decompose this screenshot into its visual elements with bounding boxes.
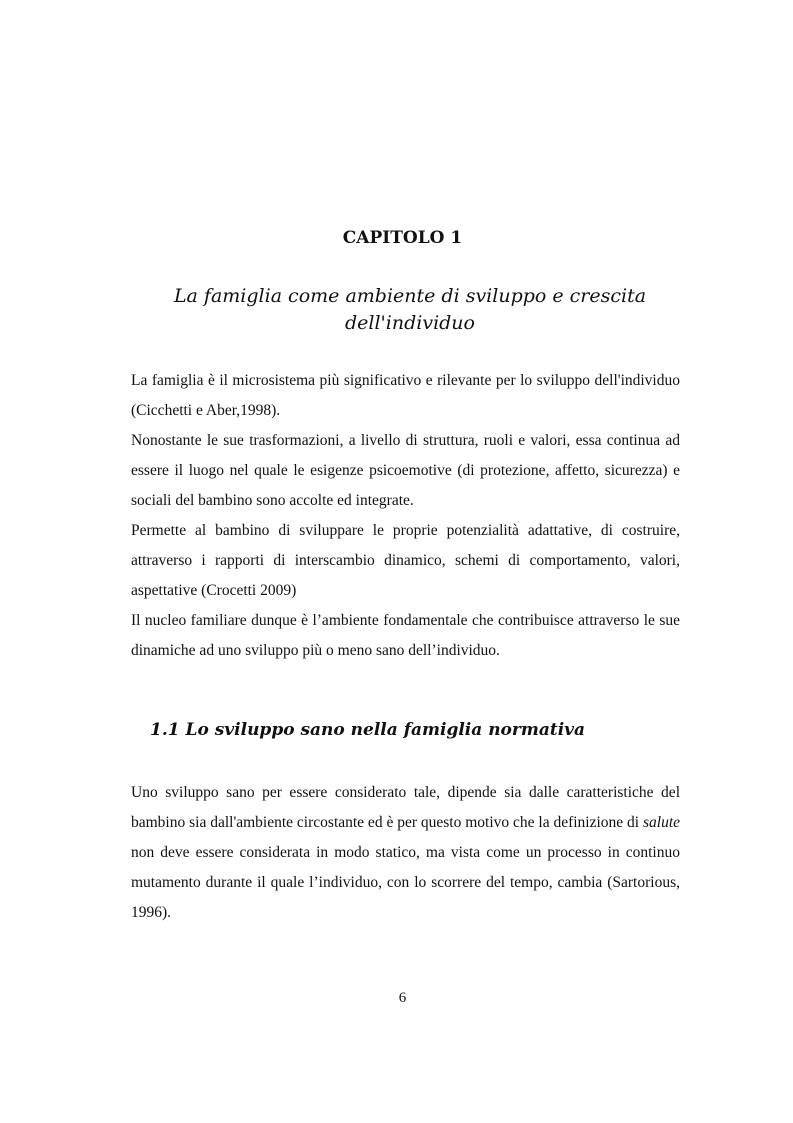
- chapter-title: [150, 283, 670, 337]
- section-text: [131, 778, 680, 928]
- chapter-label: CAPITOLO 1: [342, 228, 463, 248]
- section-heading: 1.1 Lo sviluppo sano nella famiglia normativa: [150, 720, 586, 740]
- intro-text: [131, 366, 680, 666]
- intro-paragraph-2: Nonostante le sue trasformazioni, a livello di struttura, ruoli e valori, essa continua ad essere il luogo nel quale le esigenze psicoemotive (di protezione, affetto, sicurezza) e sociali del bambino sono accolte ed integrate.: [131, 432, 680, 509]
- section-paragraph-part-2: non deve essere considerata in modo statico, ma vista come un processo in continuo mutamento durante il quale l’individuo, con lo scorrere del tempo, cambia (Sartorious, 1996).: [131, 844, 680, 921]
- section-paragraph: [131, 778, 680, 928]
- chapter-title-line-2: dell'individuo: [345, 312, 475, 334]
- intro-paragraph-1: La famiglia è il microsistema più significativo e rilevante per lo sviluppo dell'individuo (Cicchetti e Aber,1998).: [131, 372, 680, 419]
- intro-paragraph-3: Permette al bambino di sviluppare le proprie potenzialità adattative, di costruire, attraverso i rapporti di interscambio dinamico, schemi di comportamento, valori, aspettative (Crocetti 2009): [131, 522, 680, 599]
- section-paragraph-part-1: Uno sviluppo sano per essere considerato tale, dipende sia dalle caratteristiche del bambino sia dall'ambiente circostante ed è per questo motivo che la definizione di: [131, 784, 680, 831]
- page-number: 6: [398, 990, 407, 1006]
- section-paragraph-italic-term: salute: [642, 814, 681, 831]
- intro-paragraph-4: Il nucleo familiare dunque è l’ambiente fondamentale che contribuisce attraverso le sue dinamiche ad uno sviluppo più o meno sano dell’individuo.: [131, 612, 680, 659]
- chapter-title-line-1: La famiglia come ambiente di sviluppo e crescita: [173, 285, 647, 307]
